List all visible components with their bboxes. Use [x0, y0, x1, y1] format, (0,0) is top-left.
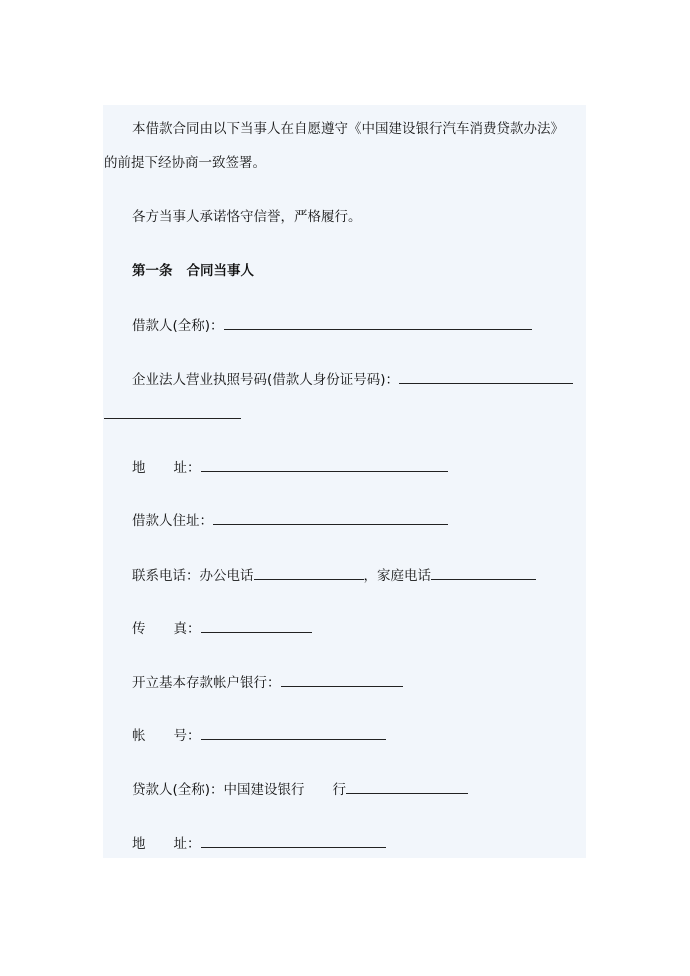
- blank-field[interactable]: [399, 369, 573, 384]
- label: 地: [132, 460, 146, 476]
- label: 贷款人(全称)：中国建设银行: [132, 782, 305, 798]
- lender-row: [132, 779, 468, 799]
- blank-field[interactable]: [213, 510, 448, 525]
- blank-field[interactable]: [254, 565, 364, 580]
- label: 联系电话：办公电话: [132, 568, 254, 584]
- label: 地: [132, 836, 146, 852]
- label: 传: [132, 621, 146, 637]
- label: 借款人(全称)：: [132, 318, 224, 334]
- blank-field[interactable]: [104, 404, 241, 419]
- blank-field[interactable]: [201, 618, 312, 633]
- blank-field[interactable]: [201, 725, 386, 740]
- account-row: [132, 725, 386, 745]
- license-row-cont: [104, 404, 241, 424]
- license-row: [132, 369, 573, 389]
- bank-row: [132, 672, 403, 692]
- label: 行: [332, 782, 347, 798]
- intro-line-1: 本借款合同由以下当事人在自愿遵守《中国建设银行汽车消费贷款办法》: [132, 121, 564, 137]
- label: 借款人住址：: [132, 513, 213, 529]
- blank-field[interactable]: [224, 315, 532, 330]
- label: 真：: [173, 621, 201, 637]
- lender-address-row: [132, 833, 386, 853]
- borrower-name-row: [132, 315, 532, 335]
- intro-line-2: 的前提下经协商一致签署。: [104, 155, 266, 171]
- label: ，家庭电话: [363, 568, 431, 584]
- blank-field[interactable]: [281, 672, 403, 687]
- label: 址：: [173, 460, 201, 476]
- phone-row: [132, 565, 536, 585]
- article-heading: [132, 262, 254, 280]
- label: 址：: [173, 836, 201, 852]
- article-title: 合同当事人: [186, 263, 254, 279]
- residence-row: [132, 510, 448, 530]
- label: 帐: [132, 728, 146, 744]
- fax-row: [132, 618, 312, 638]
- label: 开立基本存款帐户银行：: [132, 675, 281, 691]
- label: 企业法人营业执照号码(借款人身份证号码)：: [132, 372, 400, 388]
- commitment-text: 各方当事人承诺恪守信誉，严格履行。: [132, 209, 362, 225]
- label: 号：: [173, 728, 201, 744]
- blank-field[interactable]: [346, 779, 468, 794]
- address-row: [132, 457, 448, 477]
- article-number: 第一条: [132, 263, 173, 279]
- blank-field[interactable]: [431, 565, 536, 580]
- blank-field[interactable]: [201, 457, 448, 472]
- blank-field[interactable]: [201, 833, 386, 848]
